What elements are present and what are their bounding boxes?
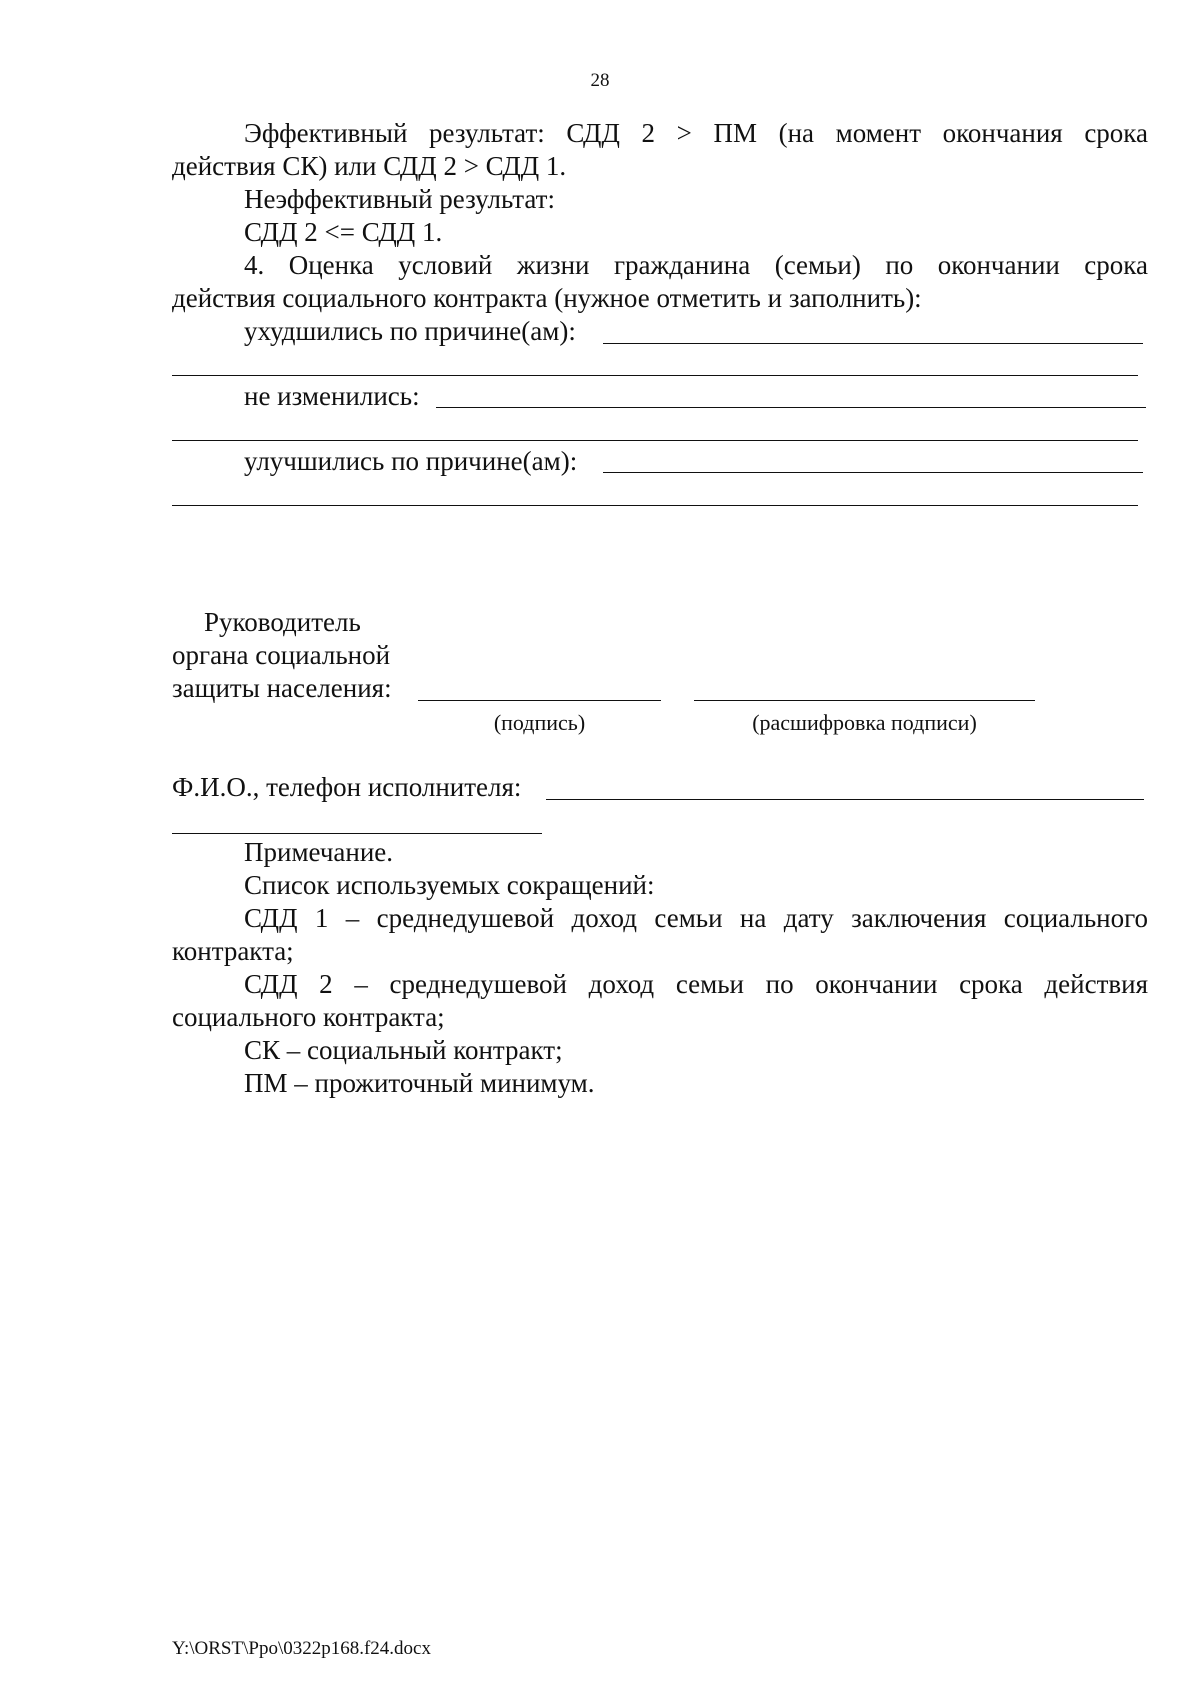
unchanged-label: не изменились: [244, 381, 420, 411]
unchanged-field-continued[interactable] [172, 440, 1138, 441]
abbr-sdd1-line2: контракта; [172, 936, 294, 966]
abbr-sdd2-line2: социального контракта; [172, 1002, 445, 1032]
signature-caption: (подпись) [493, 710, 586, 735]
footer-file-path: Y:\ORST\Ppo\0322p168.f24.docx [172, 1638, 431, 1659]
executor-label: Ф.И.О., телефон исполнителя: [172, 772, 522, 802]
unchanged-field[interactable] [436, 407, 1146, 408]
signature-title-line3: защиты населения: [172, 673, 392, 703]
effective-result-line1: Эффективный результат: СДД 2 > ПМ (на момент окончания срока [244, 118, 1148, 148]
abbreviations-title: Список используемых сокращений: [244, 870, 655, 900]
abbr-pm: ПМ – прожиточный минимум. [244, 1068, 595, 1098]
worsened-reason-field-continued[interactable] [172, 375, 1138, 376]
improved-label: улучшились по причине(ам): [244, 446, 578, 476]
abbr-sdd2-line1: СДД 2 – среднедушевой доход семьи по окончании срока действия [244, 969, 1148, 999]
signature-decode-field[interactable] [694, 700, 1035, 701]
section4-heading-line1: 4. Оценка условий жизни гражданина (семьи) по окончании срока [244, 250, 1148, 280]
ineffective-result-label: Неэффективный результат: [244, 184, 555, 214]
effective-result-line2: действия СК) или СДД 2 > СДД 1. [172, 151, 567, 181]
worsened-reason-field[interactable] [603, 343, 1143, 344]
improved-reason-field-continued[interactable] [172, 505, 1138, 506]
worsened-label: ухудшились по причине(ам): [244, 316, 576, 346]
executor-field[interactable] [546, 799, 1144, 800]
note-separator [172, 833, 542, 834]
page-number: 28 [590, 70, 610, 91]
signature-field[interactable] [418, 700, 661, 701]
ineffective-result-value: СДД 2 <= СДД 1. [244, 217, 443, 247]
improved-reason-field[interactable] [603, 472, 1143, 473]
abbr-sdd1-line1: СДД 1 – среднедушевой доход семьи на дату заключения социального [244, 903, 1148, 933]
note-title: Примечание. [244, 837, 394, 867]
signature-title-line2: органа социальной [172, 640, 391, 670]
signature-decode-caption: (расшифровка подписи) [752, 710, 977, 735]
abbr-sk: СК – социальный контракт; [244, 1035, 563, 1065]
section4-heading-line2: действия социального контракта (нужное отметить и заполнить): [172, 283, 922, 313]
signature-title-line1: Руководитель [204, 607, 361, 637]
